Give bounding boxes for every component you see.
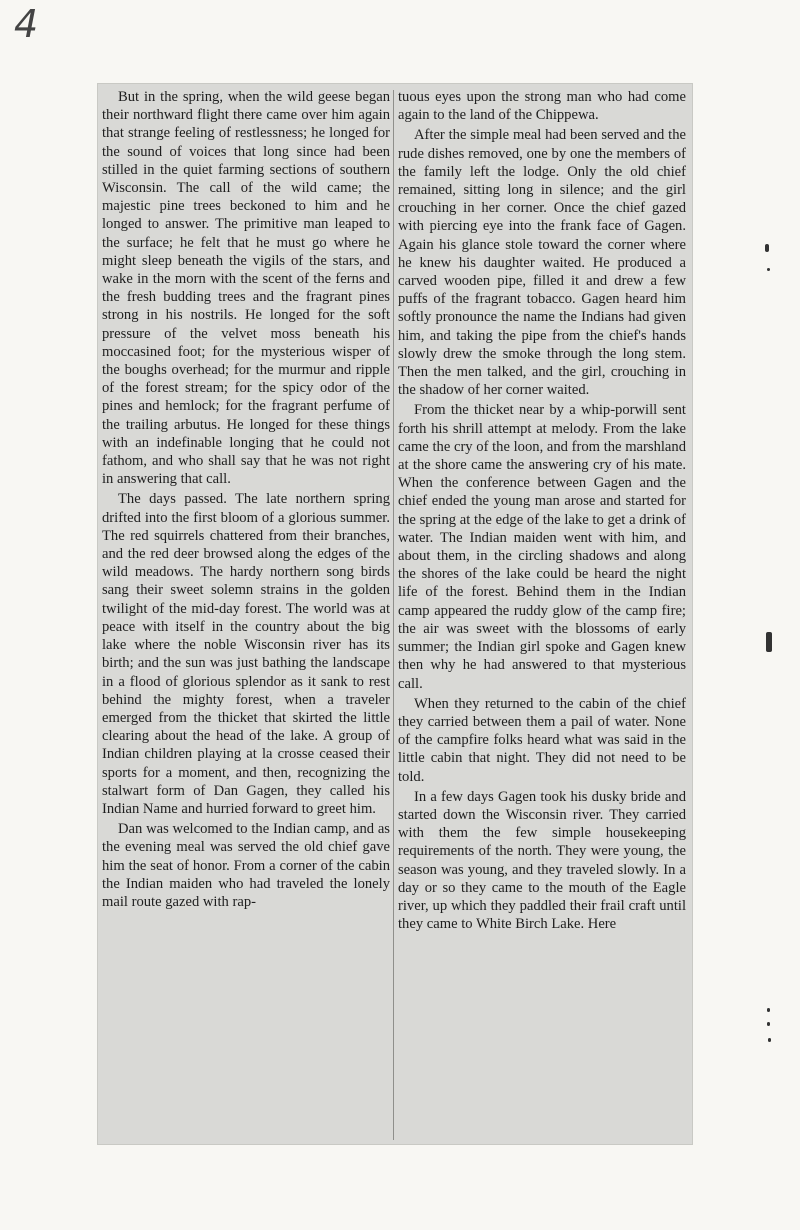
paragraph: The days passed. The late northern spring drifted into the first bloom of a glorious summer. The red squirrels chattered from their branches, and the red deer browsed along the edges of the wild meadows. The hardy northern song birds sang their sweet solemn strains in the golden twilight of the mid-day forest. The world was at peace with itself in the country about the big lake where the noble Wisconsin river has its birth; and the sun was just bathing the landscape in a flood of glorious splendor as it sank to rest behind the mighty forest, when a traveler emerged from the thicket that skirted the little clearing about the head of the lake. A group of Indian children playing at la crosse ceased their sports for a moment, and then, recognizing the stalwart form of Dan Gagen, they called his Indian Name and hurried forward to greet him. bbox=[102, 491, 390, 817]
article-column-left bbox=[102, 88, 390, 913]
paragraph: Dan was welcomed to the Indian camp, and as the evening meal was served the old chief gave him the seat of honor. From a corner of the cabin the Indian maiden who had traveled the lonely mail route gazed with rap- bbox=[102, 821, 390, 910]
paragraph: When they returned to the cabin of the chief they carried between them a pail of water. None of the campfire folks heard what was said in the little cabin that night. They did not need to be told. bbox=[398, 695, 686, 785]
column-divider bbox=[393, 90, 394, 1140]
scan-speck bbox=[768, 1038, 771, 1042]
paragraph: From the thicket near by a whip-porwill sent forth his shrill attempt at melody. From the lake came the cry of the loon, and from the marshland at the shore came the answering cry of his mate. When the conference between Gagen and the chief ended the young man arose and started for the spring at the edge of the lake to get a drink of water. The Indian maiden went with him, and about them, in the circling shadows and along the shores of the lake could be heard the night life of the forest. Behind them in the Indian camp appeared the ruddy glow of the camp fire; the air was sweet with the blossoms of early summer; the Indian girl spoke and Gagen knew then why he had answered to that mysterious call. bbox=[398, 402, 686, 692]
scan-speck bbox=[767, 268, 770, 271]
scan-speck bbox=[765, 244, 769, 252]
paragraph-continuation: tuous eyes upon the strong man who had come again to the land of the Chippewa. bbox=[398, 89, 686, 124]
article-column-right bbox=[398, 88, 686, 935]
paragraph: In a few days Gagen took his dusky bride and started down the Wisconsin river. They carried with them the few simple housekeeping requirements of the north. They were young, the season was young, and they traveled slowly. In a day or so they came to the mouth of the Eagle river, up which they paddled their frail craft until they came to White Birch Lake. Here bbox=[398, 788, 686, 933]
scan-speck bbox=[767, 1008, 770, 1012]
page-number: 4 bbox=[14, 2, 39, 46]
scan-speck bbox=[766, 632, 772, 652]
paragraph: But in the spring, when the wild geese began their northward flight there came over him again that strange feeling of restlessness; he longed for the sound of voices that long since had been stilled in the quiet farming sections of southern Wisconsin. The call of the wild came; the majestic pine trees beckoned to him and he longed to answer. The primitive man leaped to the surface; he felt that he must go where he might sleep beneath the vigils of the stars, and wake in the morn with the scent of the ferns and the fresh budding trees and the fragrant pines strong in his nostrils. He longed for the soft pressure of the velvet moss beneath his moccasined foot; for the mysterious wisper of the boughs overhead; for the murmur and ripple of the forest stream; for the spicy odor of the pines and hemlock; for the fragrant perfume of the trailing arbutus. He longed for these things with an indefinable longing that he could not fathom, and who shall say that he was not right in answering that call. bbox=[102, 89, 390, 488]
scan-speck bbox=[767, 1022, 770, 1026]
paragraph: After the simple meal had been served and the rude dishes removed, one by one the members of the family left the lodge. Only the old chief remained, sitting long in silence; and the girl crouching in her corner. Once the chief gazed with piercing eye into the frank face of Gagen. Again his glance stole toward the corner where he knew his daughter waited. He produced a carved wooden pipe, filled it and drew a few puffs of the fragrant tobacco. Gagen heard him softly pronounce the name the Indians had given him, and taking the pipe from the chief's hands slowly drew the smoke through the long stem. Then the men talked, and the girl, crouching in the shadow of her corner waited. bbox=[398, 127, 686, 399]
